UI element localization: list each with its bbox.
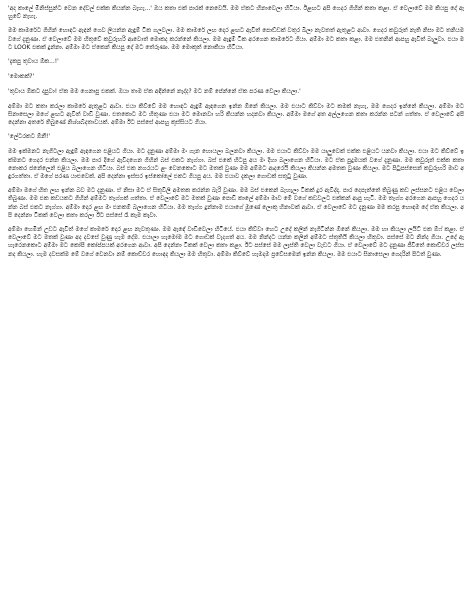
paragraph-2: මම කාමරේට ගිහින් හොඳට ඇඳන් ගෙව ලියන්න ඇඳුම් ටික ගලවලා. මම කාමරේ ලඟ දොර ළඟට ඇවිත් පොඩ්ඩක් වතුර බීලා නැවතත් ඇතුළට ආවා. ගෙදර කවුරුත් නැති නිසා මට තනියම වගේ දැනුණා. ඒ වෙලාවේ මම හිතුවේ කවුරුහරි ආවොත් මොකද කරන්නේ කියලා. මම ඇඳුම් ටික අරගෙන කාමරේට ගියා. අම්මා මට කතා කළා. මම එතනින් ආපහු ඇවිත් බැලුවා. එයා මට LOOK එකක් දුන්නා. අම්මා මට ඒකෙන් කියපු දේ මට තේරුණා. මම මොකුත් නොකියා හිටියා. <box>8 28 464 51</box>
paragraph-6: අම්මා මට කතා කරලා කාමරේ ඇතුළට ආවා. එයා කිව්වේ මම හොඳට ඇඳුම් ඇඳගෙන ඉන්න ඕනේ කියලා. මම එයාට කිව්වා මට කමක් නැහැ, මම ගෙදර ඉන්නේ කියලා. අම්මා මට සිනාසෙලා මගේ ළඟට ඇවිත් වාඩි වුණා. එතකොට මට හිතුණා එයා මට මොනවා හරි කියන්න හදනවා කියලා. අම්මා මගේ අත අල්ලගෙන කතා කරන්න පටන් ගත්තා. ඒ වෙලාවේ අපි දෙන්නා අතරේ තිබුණේ නිශ්ශබ්දතාවයක්. අම්මා ඊට පස්සේ ආපහු කුස්සියට ගියා. <box>8 103 464 127</box>
paragraph-1: 'අද කාලේ මිනිස්සුන්ට වෙන දේවල් එක්ක කියන්න බැහැ...' ඔය කතා එක් පාරක් නෙවෙයි. මම ඒකට හිනාවෙලා හිටියා. ඊළඟට අපි ගෙදර ගිහින් කතා කළා. ඒ වෙලාවේ මම කියපු දේ ඇහුවේ නැහැ. <box>8 6 464 21</box>
paragraph-9: අම්මා මගේ හිත ලඟ ඉන්න බව මට දැනුණා. ඒ නිසා මට ඒ සිතුවිලි අමතක කරන්න බැරි වුණා. මම බස් එකෙන් බැහැලා ටිකක් දුර ඇවිද්දා. පාර දෙපැත්තේ තිබුණු කඩ ලස්සනට එළිය වෙලා තිබුණා. මම එක කඩයකට ගිහින් අම්මට තෑග්ගක් ගත්තා. ඒ වෙලාවේ මට මතක් වුණා පොඩි කාලේ අම්මා මාව මේ වගේ කඩවලට එක්කන් ආපු හැටි. මම තෑග්ග අරගෙන ආපහු ගෙදර යන්න බස් එකට නැග්ගා. අම්මා දොර ළඟ මං එනකම් බලාගෙන හිටියා. මම තෑග්ග දුන්නාම එයාගේ මූණේ ලොකු හිනාවක් ආවා. ඒ වෙලාවේ මට දැනුණා මම කරපු හොඳම දේ ඒක කියලා. අපි දෙන්නා ටිකක් වෙලා කතා කරලා ඊට පස්සේ රෑ කෑම කෑවා. <box>8 188 464 219</box>
paragraph-4: 'මොකක්?' <box>8 74 35 81</box>
paragraph-8: මම ඉක්මනට නැගිටලා ඇඳුම් ඇඳගෙන එළියට ගියා. මට දැනුණා අම්මා මං ගැන හොයලා බලනවා කියලා. මම එයාට කිව්වා මම යාලුවෙක් එක්ක එළියට යනවා කියලා. එයා මට කිව්වේ ඉක්මනට ගෙදර එන්න කියලා. මම පාර දිගේ ඇවිදගෙන ගිහින් බස් එකට නැග්ගා. බස් එකේ හිටපු අය මං දිහා බලාගෙන හිටියා. මට ඒක පුදුමයක් වගේ දැනුණා. මම කවුරුත් එක්ක කතා නොකර ජනේලෙන් එළිය බලාගෙන හිටියා. බස් එක නගරයට ළං වෙනකොට මට මතක් වුණා මම අම්මට ආදරෙයි කියලා කියන්න අමතක වුණා කියලා. මට පිටුපස්සෙන් කවුරුහරි මාව අඳුරගත්තා. ඒ මගේ පරණ යාළුවෙක්. අපි දෙන්නා ඉස්සර ඉස්කෝලේ එකට ගියපු අය. මම එයාව දැකලා ගොඩක් සතුටු වුණා. <box>8 149 464 181</box>
paragraph-5: 'තුවාය ඕකට දාපුවා! ඒක මම ගෙනාපු එකක්. ඔයා තාම ඒක අඳින්නේ නැද්ද? මට නම් පේන්නේ ඒක පරණ වෙලා කියලා.' <box>8 89 301 96</box>
paragraph-10: අම්මා හෙමින් උඩට ඇවිත් මගේ කාමරේ දොර ළඟ නැවතුණා. මම ඇඳේ වාඩිවෙලා හිටියේ. එයා කිව්වා හෙට උදේ කලින් නැගිටින්න ඕනේ කියලා. මම හා කියලා ලයිට් එක ඕෆ් කළා. ඒ වෙලාවේ මට මතක් වුණා අද දවසේ වුණු හැම දේම. එයාලා හැමෝම මට ගොඩක් වැදගත් අය. මම නින්දට යන්න කලින් අම්මට ස්තුතියි කියලා හිතුවා. පස්සේ මට නින්ද ගියා. උදේ ඇහැරෙනකොට අම්මා මට කෝපි කෝප්පයක් අරගෙන ආවා. අපි දෙන්නා ටිකක් වෙලා කතා කළා. ඊට පස්සේ මම ලෑස්ති වෙලා වැඩට ගියා. ඒ වෙලාවේ මට දැනුණා ජීවිතේ කොච්චර ලස්සනද කියලා. හැම දවසක්ම මේ වගේ වෙනවා නම් කොච්චර හොඳද කියලා මම හිතුවා. අම්මා කිව්වේ හැමදාම ප්‍රවේසමෙන් ඉන්න කියලා. මම එයාට සිනාසෙලා ගෙදරින් පිටත් වුණා. <box>8 227 464 258</box>
paragraph-3: 'දැකපු තුවාය ඕක...!' <box>8 59 59 66</box>
paragraph-7: 'ලේටරකට ඕනී!' <box>8 134 50 141</box>
